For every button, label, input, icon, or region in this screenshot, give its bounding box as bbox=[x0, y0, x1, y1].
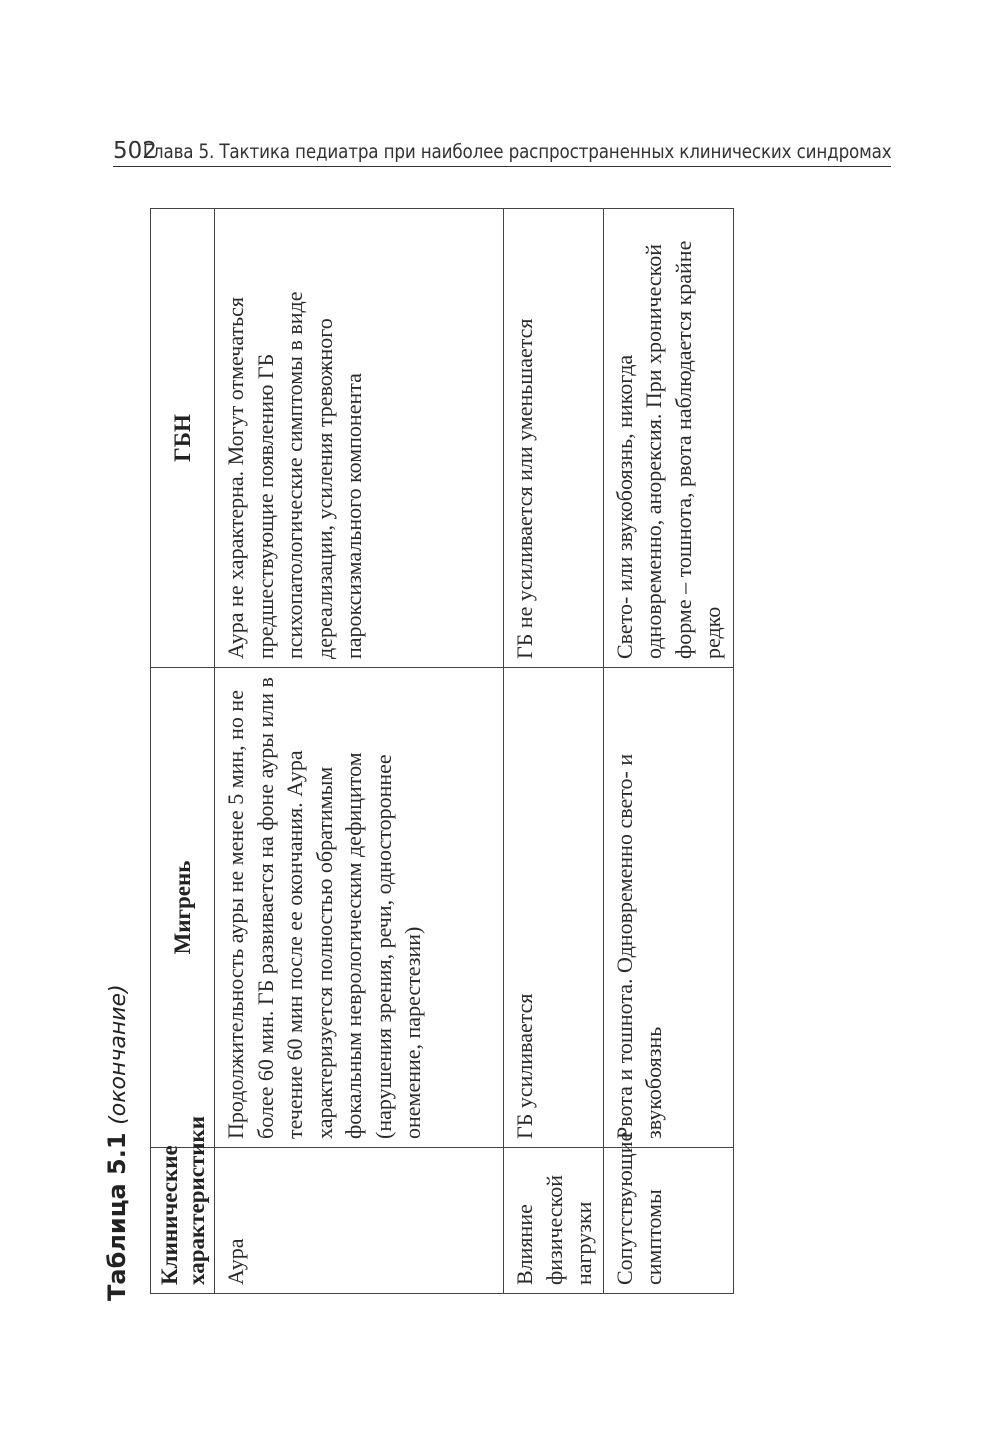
table-row bbox=[504, 209, 604, 1294]
cell-gbn: Свето- или звукобоязнь, никогда одновременно, анорексия. При хронической форме – тошнота, рвота наблюдается крайне редко bbox=[603, 209, 733, 668]
running-head bbox=[113, 134, 891, 167]
cell-migraine: ГБ усиливается bbox=[504, 668, 604, 1148]
table-caption-label: Таблица 5.1 bbox=[103, 1132, 131, 1301]
rotated-table-block bbox=[103, 206, 733, 1301]
cell-feature: Сопутствующие симптомы bbox=[603, 1148, 733, 1294]
cell-migraine: Рвота и тошнота. Одновременно свето- и звукобоязнь bbox=[603, 668, 733, 1148]
cell-feature: Аура bbox=[215, 1148, 504, 1294]
header-migraine: Мигрень bbox=[151, 668, 215, 1148]
header-gbn: ГБН bbox=[151, 209, 215, 668]
table-header-row bbox=[151, 209, 215, 1294]
chapter-title: Глава 5. Тактика педиатра при наиболее распространенных клинических синдромах bbox=[142, 140, 891, 163]
cell-gbn: Аура не характерна. Могут отмечаться предшествующие появлению ГБ психопатологические симптомы в виде дереализации, усиления тревожного пароксизмального компонента bbox=[215, 209, 504, 668]
comparison-table bbox=[150, 208, 734, 1294]
table-row bbox=[215, 209, 504, 1294]
page-number: 502 bbox=[113, 138, 157, 164]
table-caption-note: (окончание) bbox=[106, 984, 131, 1125]
cell-migraine: Продолжительность ауры не менее 5 мин, но не более 60 мин. ГБ развивается на фоне ауры или в течение 60 мин после ее окончания. Аура характеризуется полностью обратимым фокальным неврологическим дефицитом (нарушения зрения, речи, одностороннее онемение, парестезии) bbox=[215, 668, 504, 1148]
cell-gbn: ГБ не усиливается или уменьшается bbox=[504, 209, 604, 668]
table-row bbox=[603, 209, 733, 1294]
header-clinical-features: Клинические характеристики bbox=[151, 1148, 215, 1294]
table-caption bbox=[103, 984, 141, 1301]
cell-feature: Влияние физической нагрузки bbox=[504, 1148, 604, 1294]
